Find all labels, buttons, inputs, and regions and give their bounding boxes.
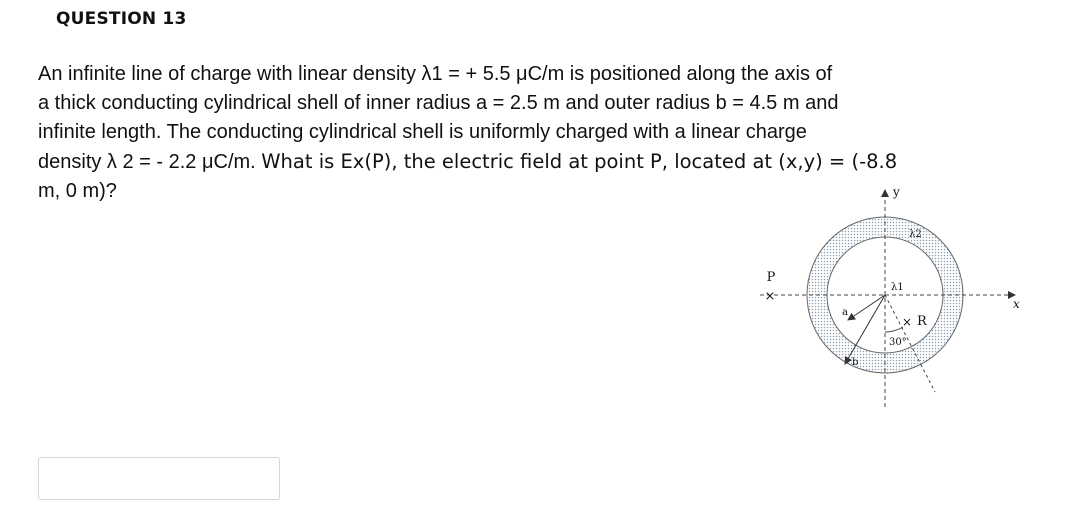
question-title: QUESTION 13 [56, 9, 187, 29]
question-line-3: infinite length. The conducting cylindrical shell is uniformly charged with a linear charge [38, 121, 807, 143]
radius-b-label: b [852, 357, 859, 368]
point-r-label: R [917, 314, 927, 329]
x-axis-label: x [1013, 297, 1020, 311]
point-r-marker: × [901, 315, 913, 329]
angle-label: 30° [889, 337, 907, 348]
radius-a-label: a [842, 307, 848, 318]
figure-cylindrical-shell [745, 182, 1035, 412]
point-p-marker: × [764, 289, 776, 304]
question-line-1: An infinite line of charge with linear density λ1 = + 5.5 μC/m is positioned along the axis of [38, 63, 833, 85]
answer-input[interactable] [38, 457, 280, 500]
point-p-label: P [766, 270, 776, 285]
question-line-4 [38, 147, 1048, 177]
question-line-5: m, 0 m)? [38, 180, 117, 202]
figure-svg [745, 182, 1035, 412]
lambda1-label: λ1 [891, 282, 904, 293]
y-axis-label: y [893, 185, 900, 199]
question-line-2: a thick conducting cylindrical shell of inner radius a = 2.5 m and outer radius b = 4.5 m and [38, 92, 839, 114]
lambda2-label: λ2 [909, 229, 922, 240]
question-line-4-density: density λ 2 = - 2.2 μC/m. [38, 151, 262, 173]
question-line-4-question: What is Ex(P), the electric field at point P, located at (x,y) = (-8.8 [261, 150, 898, 173]
